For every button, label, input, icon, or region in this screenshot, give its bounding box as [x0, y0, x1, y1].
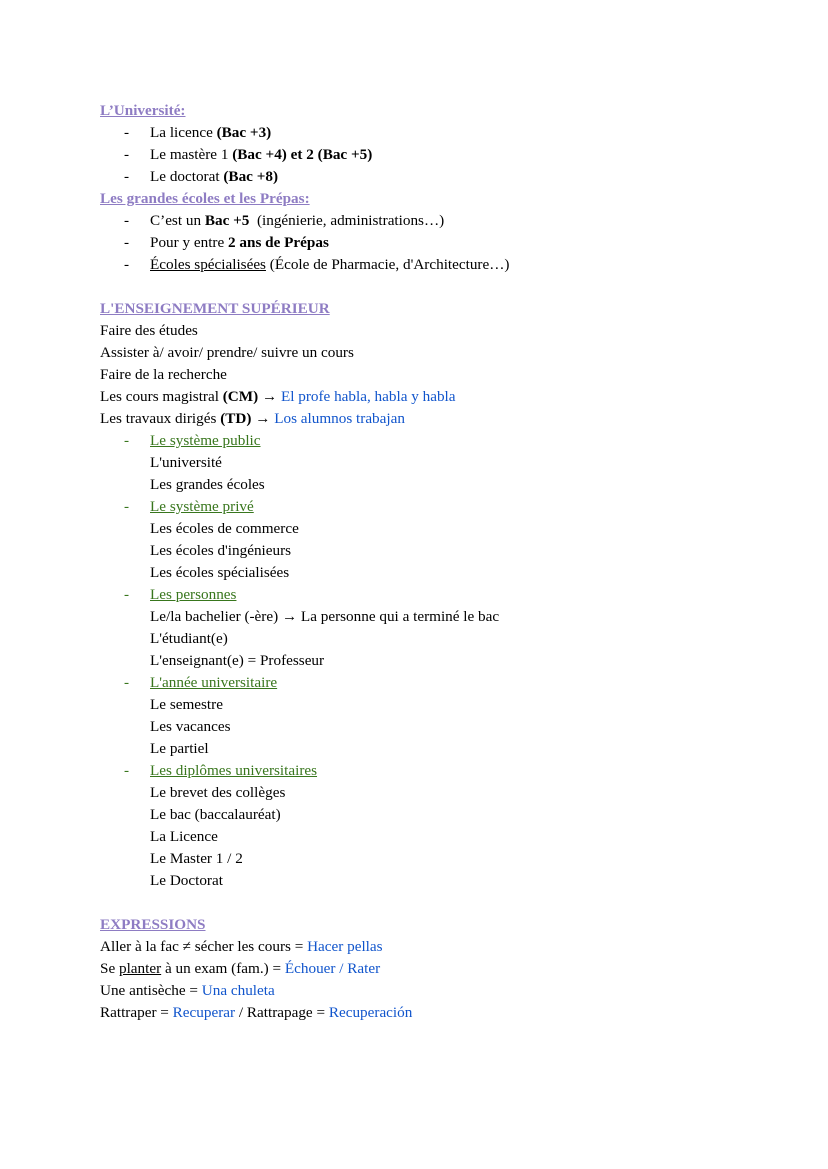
list-item-bold: Bac +5	[204, 212, 250, 229]
section-heading-universite: L’Université:	[100, 102, 186, 119]
bullet-dash: -	[124, 586, 130, 603]
bullet-dash: -	[124, 168, 130, 185]
translation-es: Hacer pellas	[307, 938, 383, 955]
document-page	[100, 100, 800, 1024]
text-underlined: planter	[118, 960, 162, 977]
text-line: Faire des études	[100, 322, 198, 339]
arrow: →	[251, 410, 275, 427]
list-item: Les écoles d'ingénieurs	[150, 542, 292, 559]
text-fr: / Rattrapage =	[235, 1004, 329, 1021]
group-title	[100, 760, 800, 782]
list-item: Le bac (baccalauréat)	[150, 806, 281, 823]
list-item-text: (ingénierie, administrations…)	[249, 212, 445, 229]
list-item: Le Master 1 / 2	[150, 850, 243, 867]
list-item: L'étudiant(e)	[150, 630, 228, 647]
group-title	[100, 496, 800, 518]
text-fr: Aller à la fac ≠ sécher les cours =	[100, 938, 308, 955]
list-item-text: Le doctorat	[150, 168, 224, 185]
list-item	[100, 166, 800, 188]
list-item: La Licence	[150, 828, 218, 845]
spacer	[100, 892, 800, 914]
list-item: L'université	[150, 454, 222, 471]
expression-line	[100, 1002, 800, 1024]
translation-es: Recuperación	[328, 1004, 413, 1021]
text-line-cm	[100, 386, 800, 408]
text-bold: (TD)	[220, 410, 252, 427]
list-item-text: (École de Pharmacie, d'Architecture…)	[265, 256, 510, 273]
bullet-dash: -	[124, 762, 130, 779]
group-title	[100, 672, 800, 694]
list-item-text: Le mastère 1	[150, 146, 233, 163]
translation-es: Échouer / Rater	[284, 960, 381, 977]
group-title-text: Le système privé	[150, 498, 254, 515]
section-heading-grandes-ecoles: Les grandes écoles et les Prépas:	[100, 190, 310, 207]
list-item: Les écoles de commerce	[150, 520, 299, 537]
bullet-dash: -	[124, 234, 130, 251]
section-heading-enseignement: L'ENSEIGNEMENT SUPÉRIEUR	[100, 300, 330, 317]
text-fr: Se	[100, 960, 119, 977]
bullet-dash: -	[124, 256, 130, 273]
spacer	[100, 276, 800, 298]
list-item	[100, 122, 800, 144]
list-item-bold: (Bac +4) et 2 (Bac +5)	[232, 146, 373, 163]
list-item: Les vacances	[150, 718, 231, 735]
list-item: Le semestre	[150, 696, 223, 713]
bullet-dash: -	[124, 212, 130, 229]
section-heading-expressions: EXPRESSIONS	[100, 916, 206, 933]
expression-line	[100, 936, 800, 958]
list-item	[100, 144, 800, 166]
bullet-dash: -	[124, 432, 130, 449]
text-fr: à un exam (fam.) =	[161, 960, 285, 977]
text-line-td	[100, 408, 800, 430]
list-item-text: Pour y entre	[150, 234, 229, 251]
list-item-bold: (Bac +3)	[216, 124, 272, 141]
list-item	[100, 254, 800, 276]
translation-es: Los alumnos trabajan	[274, 410, 405, 427]
group-title-text: Le système public	[150, 432, 261, 449]
bullet-dash: -	[124, 146, 130, 163]
bullet-dash: -	[124, 124, 130, 141]
text-line: Assister à/ avoir/ prendre/ suivre un cours	[100, 344, 354, 361]
list-item-text: C’est un	[150, 212, 205, 229]
translation-es: Una chuleta	[201, 982, 275, 999]
text-fr: Les travaux dirigés	[100, 410, 221, 427]
text-bold: (CM)	[222, 388, 259, 405]
bullet-dash: -	[124, 498, 130, 515]
list-item	[100, 232, 800, 254]
list-item: Les écoles spécialisées	[150, 564, 290, 581]
list-item	[100, 210, 800, 232]
translation-es: El profe habla, habla y habla	[280, 388, 456, 405]
arrow: →	[258, 388, 281, 405]
list-item: Le brevet des collèges	[150, 784, 286, 801]
list-item: Le Doctorat	[150, 872, 223, 889]
text-fr: Les cours magistral	[100, 388, 223, 405]
expression-line	[100, 958, 800, 980]
group-title-text: Les diplômes universitaires	[150, 762, 318, 779]
expression-line	[100, 980, 800, 1002]
text-line: Faire de la recherche	[100, 366, 227, 383]
list-item: Les grandes écoles	[150, 476, 265, 493]
group-title	[100, 584, 800, 606]
list-item: Le/la bachelier (-ère) → La personne qui a terminé le bac	[150, 608, 500, 625]
bullet-dash: -	[124, 674, 130, 691]
group-title-text: Les personnes	[150, 586, 237, 603]
translation-es: Recuperar	[172, 1004, 236, 1021]
group-title-text: L'année universitaire	[150, 674, 278, 691]
list-item: Le partiel	[150, 740, 209, 757]
list-item-bold: 2 ans de Prépas	[228, 234, 329, 251]
list-item-text: La licence	[150, 124, 217, 141]
text-fr: Une antisèche =	[100, 982, 202, 999]
list-item: L'enseignant(e) = Professeur	[150, 652, 325, 669]
group-title	[100, 430, 800, 452]
text-fr: Rattraper =	[100, 1004, 173, 1021]
list-item-underlined: Écoles spécialisées	[150, 256, 266, 273]
list-item-bold: (Bac +8)	[223, 168, 278, 185]
